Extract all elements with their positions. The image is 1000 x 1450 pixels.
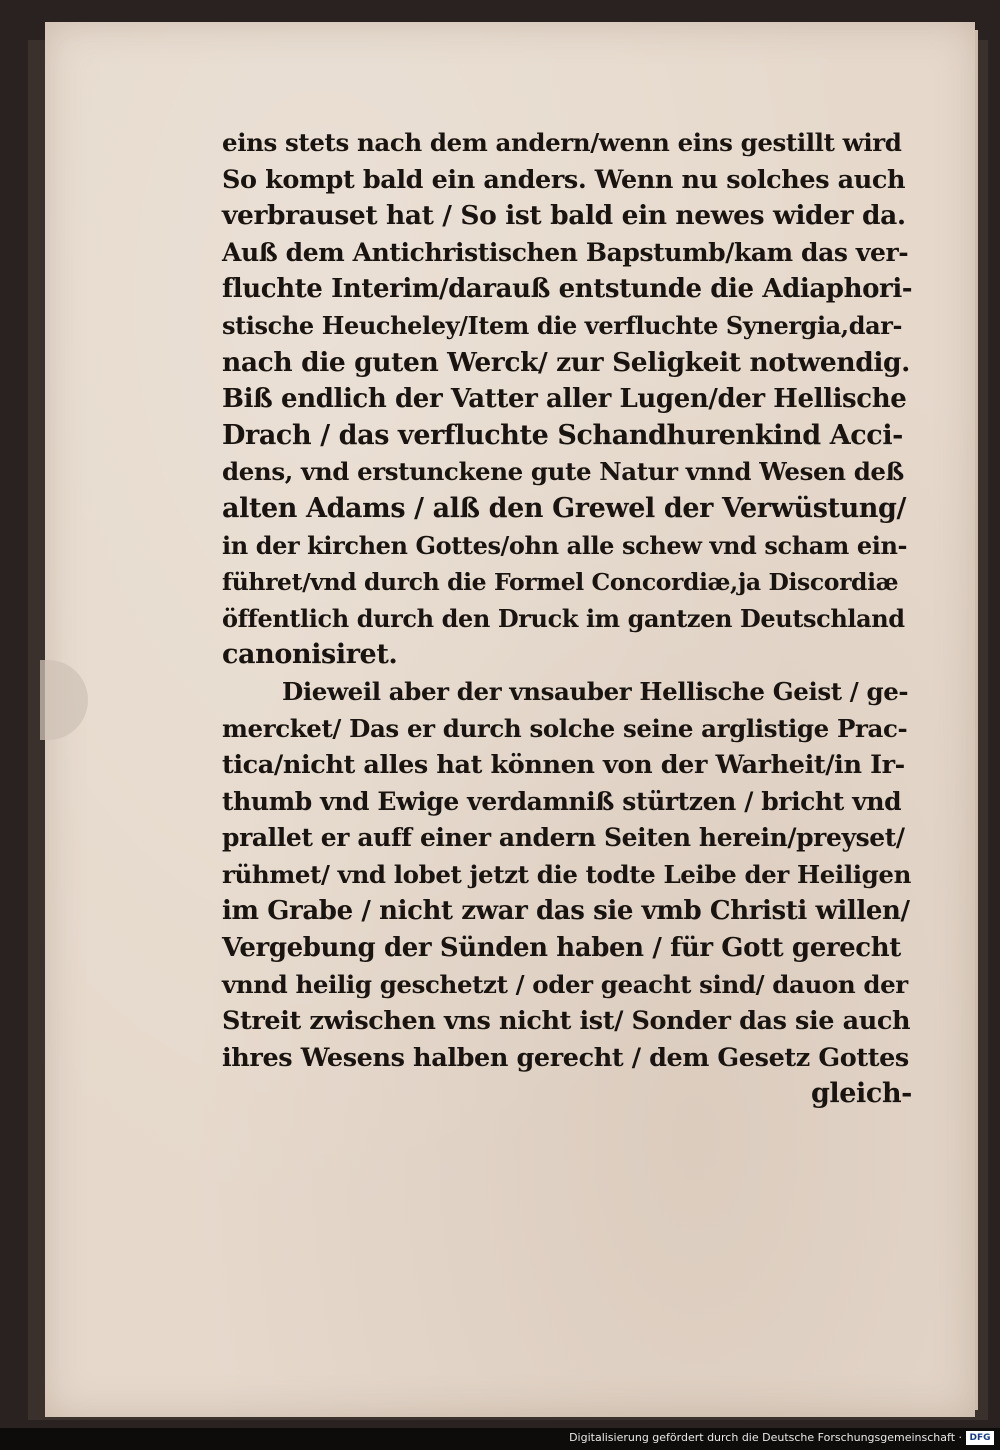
text-line-26: ihres Wesens halben gerecht / dem Gesetz Gottes xyxy=(222,1042,909,1073)
dfg-logo-icon: DFG xyxy=(966,1431,994,1445)
text-line-13: führet/vnd durch die Formel Concordiæ,ja Discordiæ xyxy=(222,568,899,597)
text-line-20: prallet er auff einer andern Seiten herein/preyset/ xyxy=(222,823,905,853)
text-line-4: Auß dem Antichristischen Bapstumb/kam das ver- xyxy=(222,237,909,267)
text-line-22: im Grabe / nicht zwar das sie vmb Christi willen/ xyxy=(222,896,910,927)
text-line-11: alten Adams / alß den Grewel der Verwüstung/ xyxy=(222,492,906,524)
text-line-25: Streit zwischen vns nicht ist/ Sonder das sie auch xyxy=(222,1006,911,1037)
text-line-8: Biß endlich der Vatter aller Lugen/der Hellische xyxy=(222,384,907,415)
text-line-14: öffentlich durch den Druck im gantzen Deutschland xyxy=(222,603,905,633)
text-line-16: Dieweil aber der vnsauber Hellische Geist / ge- xyxy=(282,676,909,706)
catchword: gleich- xyxy=(810,1078,912,1110)
text-line-24: vnnd heilig geschetzt / oder geacht sind/ dauon der xyxy=(222,969,908,999)
text-line-17: mercket/ Das er durch solche seine arglistige Prac- xyxy=(222,713,908,743)
text-line-7: nach die guten Werck/ zur Seligkeit notwendig. xyxy=(222,346,910,378)
text-line-15: canonisiret. xyxy=(222,639,398,671)
footer-credit: Digitalisierung gefördert durch die Deutsche Forschungsgemeinschaft · xyxy=(569,1431,962,1444)
text-line-12: in der kirchen Gottes/ohn alle schew vnd scham ein- xyxy=(222,530,908,560)
text-line-3: verbrauset hat / So ist bald ein newes wider da. xyxy=(222,200,906,232)
text-line-19: thumb vnd Ewige verdamniß stürtzen / bricht vnd xyxy=(222,786,902,816)
text-line-10: dens, vnd erstunckene gute Natur vnnd Wesen deß xyxy=(222,457,904,487)
text-line-9: Drach / das verfluchte Schandhurenkind Acci- xyxy=(222,419,903,451)
text-line-6: stische Heucheley/Item die verfluchte Synergia,dar- xyxy=(222,310,903,340)
text-line-1: eins stets nach dem andern/wenn eins gestillt wird xyxy=(222,128,902,157)
text-line-21: rühmet/ vnd lobet jetzt die todte Leibe der Heiligen xyxy=(222,859,911,889)
page-text-block xyxy=(222,125,912,1113)
text-line-2: So kompt bald ein anders. Wenn nu solches auch xyxy=(222,164,906,195)
text-line-18: tica/nicht alles hat können von der Warheit/in Ir- xyxy=(222,750,905,781)
text-line-23: Vergebung der Sünden haben / für Gott gerecht xyxy=(222,933,901,964)
text-line-5: fluchte Interim/darauß entstunde die Adiaphori- xyxy=(222,274,913,305)
